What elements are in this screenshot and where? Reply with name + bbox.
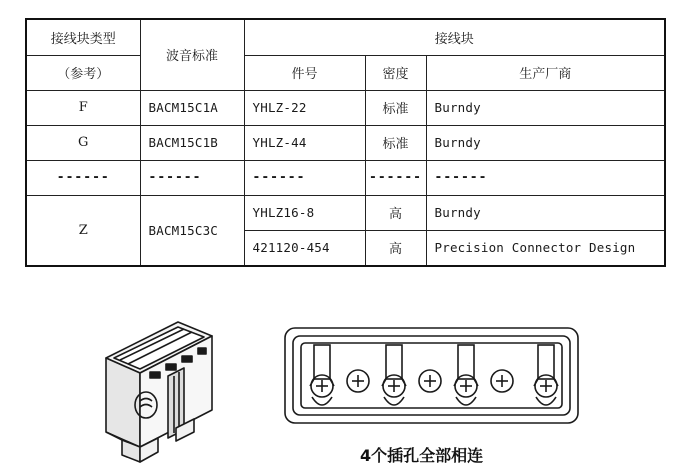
cell-part: YHLZ-22 [244, 90, 365, 125]
cell-type: F [26, 90, 140, 125]
cell-density: 高 [365, 230, 426, 266]
terminal-block-top-view [285, 328, 578, 423]
terminal-block-iso-illustration [106, 322, 212, 462]
cell-maker: Burndy [426, 195, 665, 230]
header-terminal-block: 接线块 [244, 19, 665, 55]
cell-part: 421120-454 [244, 230, 365, 266]
cell-type: Z [26, 195, 140, 266]
cell-standard: BACM15C1B [140, 125, 244, 160]
header-part-number: 件号 [244, 55, 365, 90]
header-boeing-standard: 波音标准 [140, 19, 244, 90]
cell-density: ------ [365, 160, 426, 195]
cell-density: 标准 [365, 125, 426, 160]
cell-part: ------ [244, 160, 365, 195]
cell-maker: ------ [426, 160, 665, 195]
cell-maker: Burndy [426, 125, 665, 160]
header-manufacturer: 生产厂商 [426, 55, 665, 90]
cell-maker: Burndy [426, 90, 665, 125]
header-type-reference: （参考） [26, 55, 140, 90]
cell-standard: BACM15C1A [140, 90, 244, 125]
cell-type: ------ [26, 160, 140, 195]
header-type: 接线块类型 [26, 19, 140, 55]
cell-part: YHLZ-44 [244, 125, 365, 160]
cell-maker: Precision Connector Design [426, 230, 665, 266]
cell-type: G [26, 125, 140, 160]
cell-density: 标准 [365, 90, 426, 125]
cell-part: YHLZ16-8 [244, 195, 365, 230]
cell-standard: BACM15C3C [140, 195, 244, 266]
cell-standard: ------ [140, 160, 244, 195]
figure-caption: 4个插孔全部相连 [360, 446, 484, 465]
cell-density: 高 [365, 195, 426, 230]
header-density: 密度 [365, 55, 426, 90]
